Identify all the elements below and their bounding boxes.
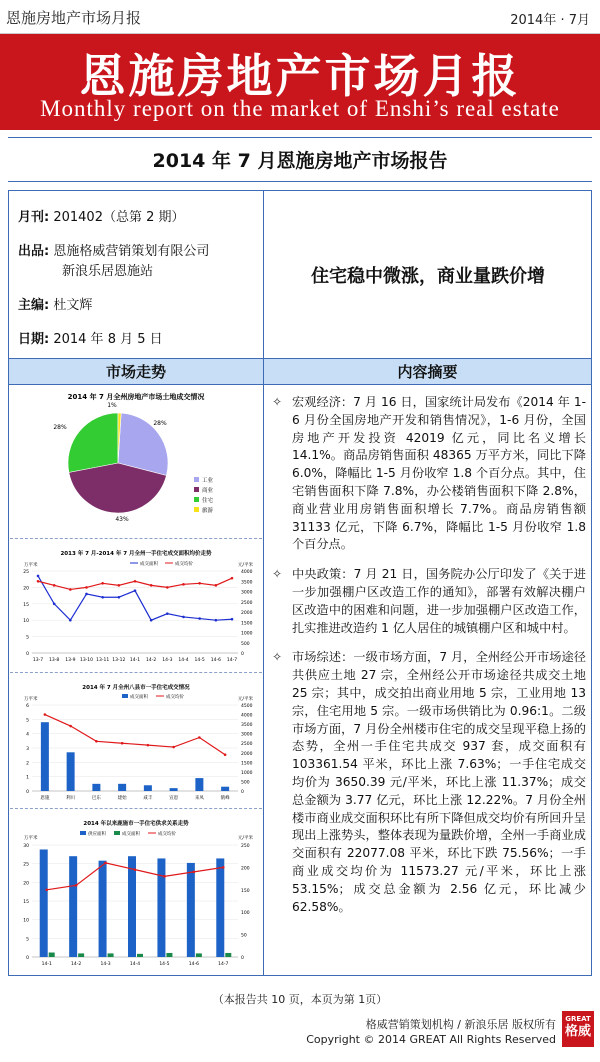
series-point: [118, 584, 121, 587]
series-point: [69, 619, 72, 622]
series-point: [101, 582, 104, 585]
price-line: [45, 715, 225, 755]
series-point: [198, 582, 201, 585]
y-right-unit: 元/平米: [238, 697, 254, 702]
price-point: [134, 868, 137, 871]
summary-column: [270, 394, 586, 928]
y-right-tick: 2500: [241, 600, 253, 606]
series-point: [231, 577, 234, 580]
footer-copyright-en: Copyright © 2014 GREAT All Rights Reserved: [306, 1033, 556, 1046]
y-left-tick: 1: [26, 775, 29, 781]
price-point: [45, 889, 48, 892]
summary-policy-text: 中央政策：7 月 21 日，国务院办公厅印发了《关于进一步加强棚户区改造工作的通知》，部署有效解决棚户区改造中的困难和问题，进一步加强棚户区改造工作，扎实推进改造约 1 亿人居住的城镇棚户区和城中村。: [292, 567, 586, 635]
series-point: [215, 619, 218, 622]
pie-label-2: 28%: [53, 424, 67, 431]
series-point: [69, 588, 72, 591]
series-point: [101, 596, 104, 599]
y-left-tick: 30: [23, 844, 29, 849]
legend-swatch-0: [122, 694, 128, 698]
series-point: [215, 584, 218, 587]
sold-bar: [108, 953, 114, 957]
x-tick: 14-5: [194, 658, 205, 663]
headline: 住宅稳中微涨，商业量跌价增: [311, 266, 545, 287]
meta-editor-value: 杜文辉: [53, 298, 93, 313]
y-right-tick: 1500: [241, 621, 253, 627]
bar: [170, 788, 178, 791]
legend-label-1: 成交均价: [175, 562, 193, 567]
y-left-tick: 0: [26, 956, 29, 961]
series-point: [182, 616, 185, 619]
y-left-unit: 万平米: [24, 836, 38, 841]
y-right-tick: 2000: [241, 611, 253, 616]
series-point: [182, 583, 185, 586]
price-point: [121, 742, 124, 745]
price-point: [224, 753, 227, 756]
supply-bar-chart-svg: [10, 815, 262, 971]
supply-bar: [157, 858, 165, 957]
x-tick: 14-3: [100, 962, 111, 967]
price-point: [104, 862, 107, 865]
supply-bar: [216, 858, 224, 957]
x-tick: 14-4: [129, 962, 141, 967]
y-right-tick: 3500: [241, 723, 253, 729]
sold-bar: [196, 953, 202, 957]
legend-label-2: 住宅: [202, 498, 214, 504]
x-tick: 巴东: [91, 796, 101, 801]
section-head-summary: 内容摘要: [264, 359, 591, 385]
price-point: [198, 736, 201, 739]
chart-supply-demand: [10, 815, 262, 973]
pie-chart-svg: [10, 387, 262, 537]
masthead-title-en: Monthly report on the market of Enshi’s real estate: [40, 96, 560, 121]
chart-housing-trend: [10, 545, 262, 673]
x-tick: 14-6: [188, 962, 199, 967]
price-point: [172, 746, 175, 749]
y-left-tick: 10: [23, 918, 29, 924]
bar: [92, 784, 100, 791]
masthead-title-cn: 恩施房地产市场月报: [79, 49, 521, 103]
x-tick: 恩施: [40, 796, 50, 801]
bar: [67, 752, 75, 791]
price-point: [69, 725, 72, 728]
report-title: 2014 年 7 月恩施房地产市场报告: [152, 150, 448, 172]
masthead-banner: [0, 34, 600, 130]
legend-swatch-2: [194, 497, 199, 502]
y-left-tick: 20: [23, 881, 29, 887]
sold-bar: [137, 954, 143, 957]
legend-label-1: 成交均价: [166, 695, 184, 700]
top-bar-date: 2014年 · 7月: [510, 13, 590, 28]
great-logo: [562, 1011, 594, 1047]
legend-label-0: 成交面积: [130, 695, 148, 700]
price-point: [75, 884, 78, 887]
pie-label-3: 1%: [107, 402, 117, 409]
supply-bar: [69, 856, 77, 957]
price-point: [44, 713, 47, 716]
y-right-unit: 元/平米: [238, 836, 254, 841]
price-point: [163, 875, 166, 878]
supply-bar: [128, 856, 136, 957]
y-left-tick: 5: [26, 718, 29, 724]
meta-date-value: 2014 年 8 月 5 日: [53, 332, 163, 347]
logo-text-en: GREAT: [565, 1015, 591, 1023]
legend-label-0: 成交面积: [140, 562, 158, 567]
x-tick: 14-1: [129, 658, 141, 663]
pie-label-0: 28%: [153, 420, 167, 427]
y-left-tick: 2: [26, 761, 29, 767]
legend-label-3: 旅游: [202, 508, 214, 514]
logo-text-cn: 格威: [564, 1024, 591, 1039]
bar: [144, 785, 152, 791]
meta-issue-value: 201402（总第 2 期）: [53, 210, 185, 225]
top-bar: [0, 0, 600, 34]
footer-org: 格威营销策划机构 / 新浪乐居 版权所有: [365, 1018, 556, 1031]
sold-bar: [49, 953, 55, 957]
series-point: [150, 619, 153, 622]
y-right-tick: 3000: [241, 732, 253, 738]
y-right-tick: 0: [241, 790, 244, 795]
y-left-tick: 25: [23, 862, 29, 868]
series-point: [37, 575, 40, 578]
supply-bar: [99, 861, 107, 957]
sold-bar: [225, 953, 231, 957]
legend-label-0: 工业: [202, 478, 214, 484]
x-tick: 宣恩: [169, 796, 179, 801]
summary-policy: [270, 566, 586, 637]
series-point: [150, 584, 153, 587]
x-tick: 14-3: [162, 658, 173, 663]
y-left-tick: 0: [26, 652, 29, 657]
chart-county-bar: [10, 679, 262, 809]
bullet-star-icon: ✧: [272, 650, 283, 665]
y-right-tick: 150: [241, 888, 250, 894]
supply-bar: [40, 849, 48, 957]
section-head-market-trend: 市场走势: [9, 359, 263, 385]
x-tick: 14-5: [159, 962, 170, 967]
y-left-tick: 4: [26, 732, 29, 738]
y-right-tick: 100: [241, 911, 250, 917]
series-point: [53, 603, 56, 606]
y-right-tick: 250: [241, 844, 250, 849]
meta-publisher-label: 出品:: [18, 244, 50, 259]
legend-label-1: 商业: [202, 488, 214, 494]
x-tick: 13-7: [32, 658, 44, 663]
y-left-tick: 25: [23, 570, 29, 575]
chart-land-pie: [10, 387, 262, 539]
sold-bar: [166, 953, 172, 957]
title-rule-top: [8, 137, 592, 138]
x-tick: 利川: [66, 796, 76, 801]
x-tick: 14-7: [226, 658, 238, 663]
price-point: [222, 866, 225, 869]
summary-market: [270, 649, 586, 916]
y-right-tick: 1000: [241, 631, 253, 637]
chart-title: 2014 年以来鹿施市一手住宅供求关系走势: [83, 821, 189, 827]
y-right-tick: 4000: [241, 570, 253, 575]
legend-swatch-0: [80, 831, 86, 835]
bullet-star-icon: ✧: [272, 395, 283, 409]
y-right-tick: 1000: [241, 770, 253, 776]
series-point: [134, 589, 137, 592]
pie-label-1: 43%: [115, 516, 129, 523]
summary-macro: [270, 394, 586, 554]
column-divider: [263, 190, 264, 976]
legend-swatch-0: [194, 477, 199, 482]
x-tick: 来凤: [194, 796, 204, 801]
y-right-tick: 500: [241, 780, 250, 786]
bar: [195, 778, 203, 791]
legend-label-0: 供应面积: [88, 832, 106, 837]
supply-bar: [187, 863, 195, 957]
y-left-tick: 10: [23, 619, 29, 625]
series-line-1: [38, 578, 232, 589]
y-right-tick: 500: [241, 641, 250, 647]
legend-swatch-3: [194, 507, 199, 512]
series-point: [198, 617, 201, 620]
x-tick: 14-6: [210, 658, 221, 663]
x-tick: 13-12: [112, 658, 126, 663]
series-point: [85, 593, 88, 596]
bar: [118, 784, 126, 791]
price-point: [147, 744, 150, 747]
meta-publisher: [18, 242, 209, 262]
y-right-tick: 0: [241, 956, 244, 961]
page-count: （本报告共 10 页，本页为第 1页）: [212, 993, 388, 1006]
legend-label-1: 成交面积: [122, 832, 140, 837]
x-tick: 14-1: [41, 962, 52, 967]
series-point: [37, 580, 40, 583]
series-point: [85, 586, 88, 589]
top-bar-title: 恩施房地产市场月报: [6, 9, 142, 27]
y-right-tick: 3000: [241, 590, 253, 596]
series-point: [53, 584, 56, 587]
x-tick: 鹤峰: [220, 796, 230, 801]
y-right-tick: 200: [241, 866, 250, 872]
y-right-tick: 2500: [241, 742, 253, 748]
series-point: [118, 596, 121, 599]
y-left-tick: 6: [26, 704, 29, 709]
y-left-unit: 万平米: [24, 697, 38, 702]
x-tick: 建始: [117, 796, 127, 801]
meta-date: [18, 330, 163, 350]
legend-label-2: 成交均价: [158, 832, 176, 837]
series-point: [134, 580, 137, 583]
x-tick: 13-9: [65, 658, 76, 663]
series-point: [231, 618, 234, 621]
y-right-tick: 4500: [241, 704, 253, 709]
y-right-tick: 50: [241, 933, 247, 939]
bullet-star-icon: ✧: [272, 567, 283, 582]
charts-column: [10, 387, 262, 974]
meta-issue: [18, 208, 185, 228]
series-line-0: [38, 576, 232, 620]
summary-market-text: 市场综述：一级市场方面，7 月，全州经公开市场途径共供应土地 27 宗，全州经公开市场途径共成交土地 25 宗；其中，成交拍出商业用地 5 宗，工业用地 13 宗，住宅用地 5 宗。一级市场供销比为 0.96:1。二级市场方面，7 月份全州楼市住宅的成交呈现平稳上扬的态势，全州一手住宅共成交 937 套，成交面积有 103361.54 平米，环比上涨 7.63%；一手住宅成交均价为 3650.39 元/平米，环比上涨 11.37%；成交总金额为 3.77 亿元，环比上涨 12.22%。7 月份全州楼市商业成交面积环比有所下降但成交均价有所回升呈现出上涨势头，整体表现为量跌价增，全州一手商业成交面积有 22077.08 平米，环比下跌 75.56%；一手商业成交均价为 11573.27 元/平米，环比上涨 53.15%；成交总金额为 2.56 亿元，环比减少 62.58%。: [292, 650, 586, 914]
x-tick: 14-2: [146, 658, 157, 663]
y-left-unit: 万平米: [24, 563, 38, 568]
series-point: [166, 586, 169, 589]
price-point: [193, 871, 196, 874]
meta-editor-label: 主编:: [18, 298, 50, 313]
bar: [41, 722, 49, 791]
y-left-tick: 5: [26, 937, 29, 943]
county-bar-chart-svg: [10, 679, 262, 807]
y-right-tick: 2000: [241, 751, 253, 757]
sold-bar: [78, 953, 84, 957]
x-tick: 14-7: [218, 962, 229, 967]
pie-slice-2: [68, 413, 118, 472]
meta-date-label: 日期:: [18, 332, 50, 347]
y-left-tick: 3: [26, 747, 29, 752]
x-tick: 13-8: [49, 658, 60, 663]
chart-title: 2013 年 7 月-2014 年 7 月全州一手住宅成交面积均价走势: [60, 551, 212, 557]
title-rule-bottom: [8, 181, 592, 182]
y-right-tick: 3500: [241, 580, 253, 586]
meta-issue-label: 月刊:: [18, 210, 50, 225]
line-chart-svg: [10, 545, 262, 671]
y-right-tick: 4000: [241, 713, 253, 719]
chart-title: 2014 年 7 月全州八县市一手住宅成交情况: [82, 685, 190, 691]
series-point: [166, 612, 169, 615]
bar: [221, 787, 229, 791]
y-left-tick: 15: [23, 900, 29, 905]
x-tick: 14-4: [178, 658, 189, 663]
footer-copyright: [306, 1017, 556, 1047]
y-left-tick: 20: [23, 586, 29, 592]
meta-publisher-value-1: 恩施格威营销策划有限公司: [53, 244, 210, 259]
meta-publisher-line-2: 新浪乐居恩施站: [62, 264, 154, 279]
x-tick: 13-10: [79, 658, 94, 663]
legend-swatch-1: [114, 831, 120, 835]
summary-macro-text: 宏观经济：7 月 16 日，国家统计局发布《2014 年 1-6 月份全国房地产开发和销售情况》，1-6 月份，全国房地产开发投资 42019 亿元，同比名义增长 14.1%。商品房销售面积 48365 万平方米，同比下降 6.0%，降幅比 1-5 月份收窄 1.8 个百分点。其中，住宅销售面积下降 7.8%，办公楼销售面积下降 2.8%，商业营业用房销售面积增长 7.7%。商品房销售额 31133 亿元，下降 6.7%，降幅比 1-5 月份收窄 1.8 个百分点。: [292, 395, 586, 552]
y-left-tick: 0: [26, 790, 29, 795]
chart-title: 2014 年 7 月全州房地产市场土地成交情况: [67, 393, 205, 401]
x-tick: 13-11: [96, 658, 110, 663]
y-right-tick: 0: [241, 652, 244, 657]
meta-editor: [18, 296, 92, 316]
y-right-unit: 元/平米: [238, 563, 254, 568]
x-tick: 咸丰: [143, 796, 153, 801]
price-point: [95, 740, 98, 743]
legend-swatch-1: [194, 487, 199, 492]
y-left-tick: 15: [23, 602, 29, 608]
y-left-tick: 5: [26, 635, 29, 641]
x-tick: 14-2: [71, 962, 82, 967]
y-right-tick: 1500: [241, 761, 253, 767]
